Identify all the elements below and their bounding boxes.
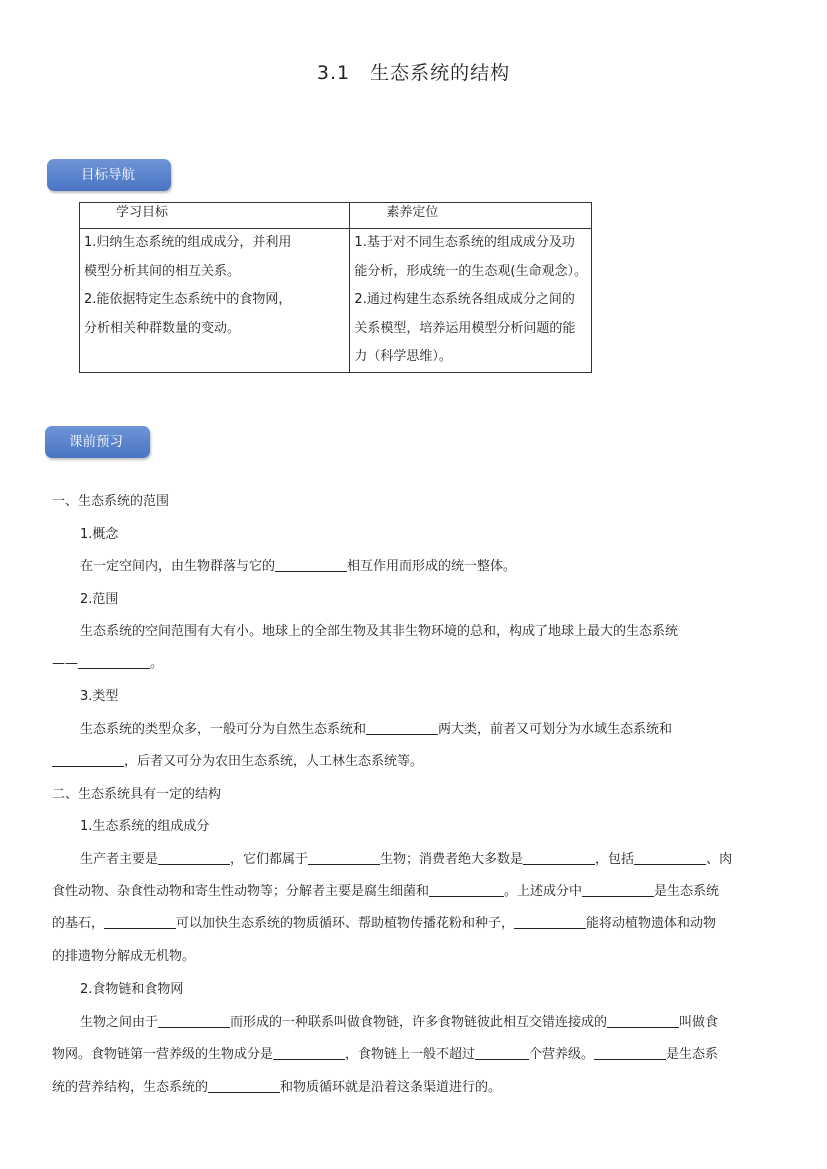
- fill-blank[interactable]: [208, 1079, 280, 1093]
- text: ——: [52, 656, 78, 671]
- fill-blank[interactable]: [429, 883, 504, 897]
- text: 生态系统的类型众多，一般可分为自然生态系统和: [80, 722, 367, 737]
- badge-preview: [45, 426, 150, 458]
- fill-blank[interactable]: [273, 1046, 345, 1060]
- components-line3: [52, 912, 716, 931]
- food-line3: [52, 1076, 501, 1095]
- fill-blank[interactable]: [158, 851, 230, 865]
- types-text-line1: [80, 718, 672, 737]
- subheading-range: 2.范围: [80, 592, 119, 607]
- text: 是生态系: [666, 1047, 719, 1062]
- components-line1: [80, 848, 732, 867]
- types-text-line2: [52, 750, 423, 769]
- goals-table: [79, 202, 592, 373]
- text: 食性动物、杂食性动物和寄生性动物等；分解者主要是腐生细菌和: [52, 884, 430, 899]
- goal-line: 1.归纳生态系统的组成成分，并利用: [84, 235, 292, 250]
- fill-blank[interactable]: [275, 558, 347, 572]
- subheading-components: 1.生态系统的组成成分: [80, 819, 210, 834]
- fill-blank[interactable]: [582, 883, 654, 897]
- food-line1: [80, 1011, 718, 1030]
- text: 在一定空间内，由生物群落与它的: [80, 559, 276, 574]
- text: 个营养级。: [529, 1047, 595, 1062]
- range-text-line2: [52, 652, 163, 671]
- text: 和物质循环就是沿着这条渠道进行的。: [280, 1080, 502, 1095]
- subheading-types: 3.类型: [80, 689, 119, 704]
- fill-blank[interactable]: [104, 915, 176, 929]
- text: 两大类，前者又可划分为水域生态系统和: [438, 722, 673, 737]
- badge-goals: [47, 159, 171, 191]
- text: 生物之间由于: [80, 1015, 159, 1030]
- text: 。: [150, 656, 164, 671]
- literacy-line: 1.基于对不同生态系统的组成成分及功: [354, 235, 575, 250]
- fill-blank[interactable]: [52, 753, 124, 767]
- food-line2: [52, 1043, 718, 1062]
- text: ，它们都属于: [230, 852, 309, 867]
- text: 可以加快生态系统的物质循环、帮助植物传播花粉和种子，: [176, 916, 515, 931]
- goal-line: 2.能依据特定生态系统中的食物网，: [84, 292, 292, 307]
- text: 相互作用而形成的统一整体。: [347, 559, 517, 574]
- text: 统的营养结构，生态系统的: [52, 1080, 209, 1095]
- text: 而形成的一种联系叫做食物链，许多食物链彼此相互交错连接成的: [230, 1015, 608, 1030]
- text: 能将动植物遗体和动物: [586, 916, 717, 931]
- page-title: 3.1 生态系统的结构: [316, 62, 511, 84]
- literacy-line: 力（科学思维）。: [354, 349, 452, 364]
- fill-blank[interactable]: [523, 851, 595, 865]
- text: ，后者又可分为农田生态系统，人工林生态系统等。: [124, 754, 424, 769]
- learning-goals-cell: [80, 229, 350, 373]
- components-line2: [52, 880, 719, 899]
- components-line4: 的排遗物分解成无机物。: [52, 949, 196, 964]
- fill-blank[interactable]: [158, 1014, 230, 1028]
- literacy-line: 能分析，形成统一的生态观(生命观念）。: [354, 263, 587, 279]
- badge-preview-label: 课前预习: [69, 434, 123, 450]
- subheading-food-web: 2.食物链和食物网: [80, 982, 184, 997]
- subheading-concept: 1.概念: [80, 527, 119, 542]
- section2-heading: 二、生态系统具有一定的结构: [52, 787, 222, 802]
- range-text-line1: 生态系统的空间范围有大有小。地球上的全部生物及其非生物环境的总和，构成了地球上最大的生态系统: [80, 624, 679, 639]
- text: 的基石，: [52, 916, 105, 931]
- fill-blank[interactable]: [308, 851, 380, 865]
- goal-line: 模型分析其间的相互关系。: [84, 263, 241, 279]
- literacy-cell: [350, 229, 592, 373]
- fill-blank[interactable]: [514, 915, 586, 929]
- header-learning-goals: 学习目标: [80, 203, 350, 229]
- text: 是生态系统: [654, 884, 720, 899]
- text: 生产者主要是: [80, 852, 159, 867]
- section1-heading: 一、生态系统的范围: [52, 494, 170, 509]
- literacy-line: 关系模型，培养运用模型分析问题的能: [354, 320, 576, 336]
- text: 叫做食: [679, 1015, 719, 1030]
- fill-blank[interactable]: [78, 655, 150, 669]
- text: 。上述成分中: [504, 884, 583, 899]
- fill-blank[interactable]: [594, 1046, 666, 1060]
- badge-goals-label: 目标导航: [81, 167, 135, 183]
- text: ，食物链上一般不超过: [345, 1047, 476, 1062]
- text: ，包括: [595, 852, 635, 867]
- concept-text: [80, 555, 516, 574]
- text: 生物；消费者绝大多数是: [380, 852, 524, 867]
- fill-blank[interactable]: [366, 721, 438, 735]
- literacy-line: 2.通过构建生态系统各组成成分之间的: [354, 292, 575, 307]
- fill-blank[interactable]: [634, 851, 706, 865]
- text: 物网。食物链第一营养级的生物成分是: [52, 1047, 274, 1062]
- fill-blank[interactable]: [475, 1046, 529, 1060]
- text: 、肉: [706, 852, 733, 867]
- header-literacy: 素养定位: [350, 203, 592, 229]
- goal-line: 分析相关种群数量的变动。: [84, 320, 241, 336]
- fill-blank[interactable]: [607, 1014, 679, 1028]
